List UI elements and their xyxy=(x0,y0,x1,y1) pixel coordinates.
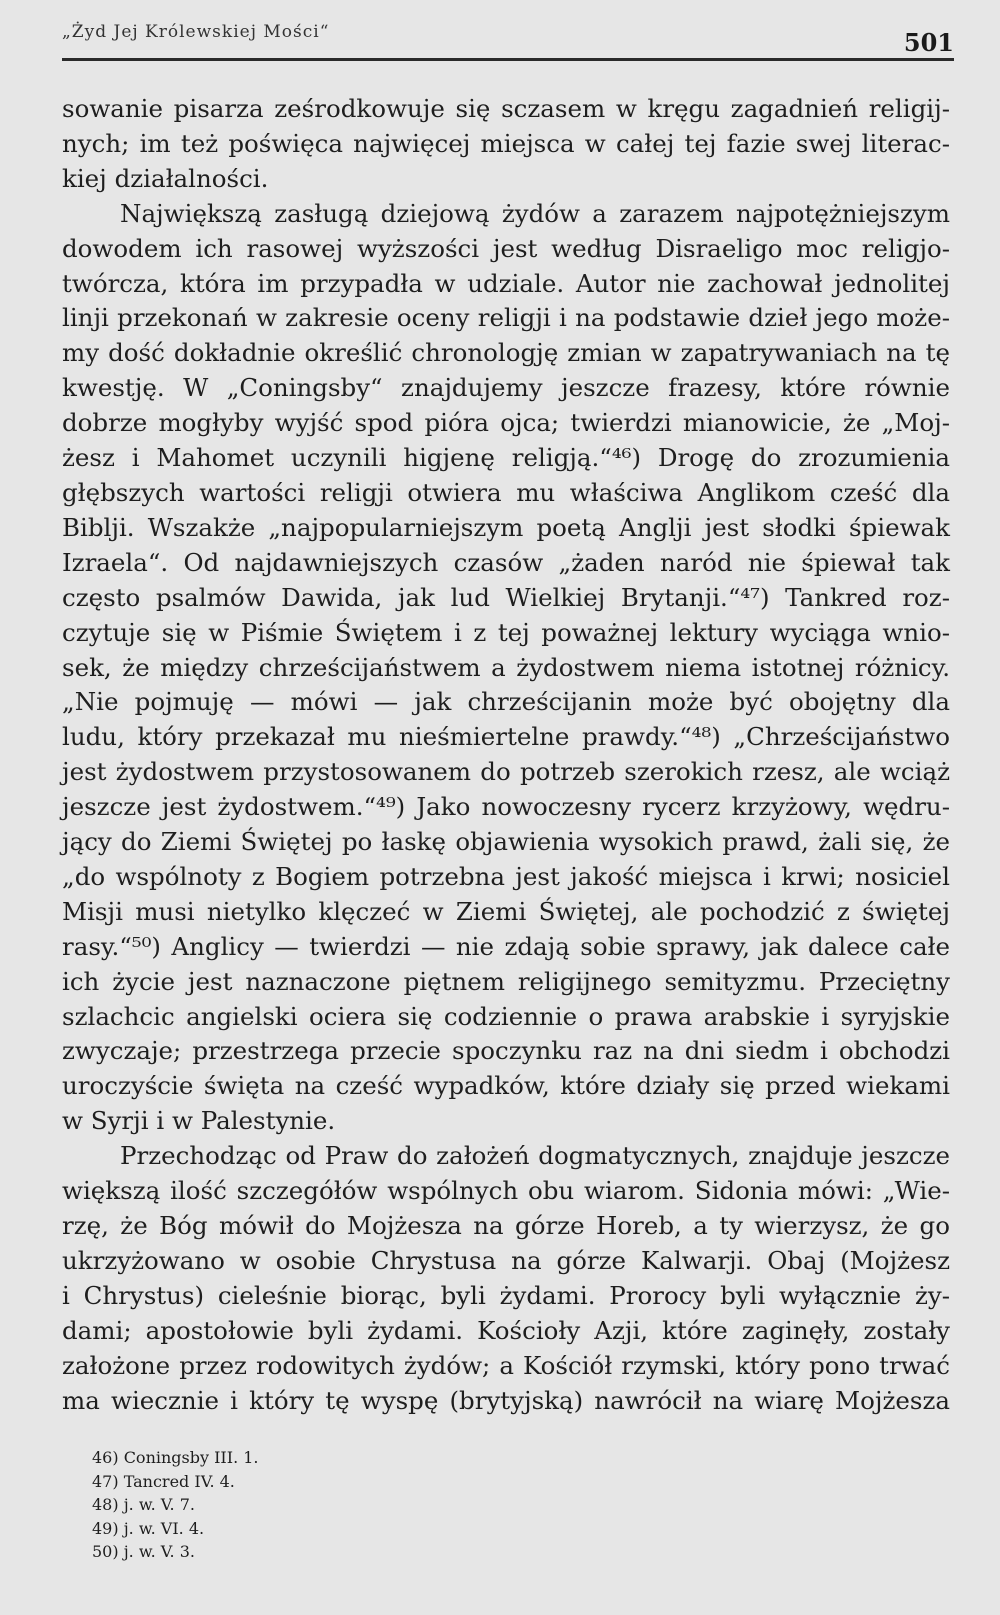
text-line: linji przekonań w zakresie oceny religji i na podstawie dzieł jego może- xyxy=(62,303,950,333)
footnote: 46) Coningsby III. 1. xyxy=(92,1448,259,1467)
text-line: jący do Ziemi Świętej po łaskę objawienia wysokich prawd, żali się, że xyxy=(62,827,950,857)
footnote: 47) Tancred IV. 4. xyxy=(92,1471,235,1491)
text-line: założone przez rodowitych żydów; a Kościół rzymski, który pono trwać xyxy=(62,1350,950,1380)
text-line: my dość dokładnie określić chronologję zmian w zapatrywaniach na tę xyxy=(62,338,950,368)
footnote: 49) j. w. VI. 4. xyxy=(92,1518,205,1538)
header-rule xyxy=(62,58,954,61)
text-line: jest żydostwem przystosowanem do potrzeb szerokich rzesz, ale wciąż xyxy=(62,757,950,787)
text-line: Misji musi nietylko klęczeć w Ziemi Świętej, ale pochodzić z świętej xyxy=(62,896,950,926)
text-line: rasy.“⁵⁰) Anglicy — twierdzi — nie zdają sobie sprawy, jak dalece całe xyxy=(62,931,950,961)
text-line: Izraela“. Od najdawniejszych czasów „żaden naród nie śpiewał tak xyxy=(62,547,950,577)
footnote: 48) j. w. V. 7. xyxy=(92,1495,195,1514)
text-line: jeszcze jest żydostwem.“⁴⁹) Jako nowoczesny rycerz krzyżowy, wędru- xyxy=(62,792,950,822)
text-line: twórcza, która im przypadła w udziale. Autor nie zachował jednolitej xyxy=(62,268,950,298)
footnote: 50) j. w. V. 3. xyxy=(92,1542,195,1561)
text-line: dowodem ich rasowej wyższości jest według Disraeligo moc religjo- xyxy=(62,233,950,263)
running-head-title: „Żyd Jej Królewskiej Mości“ xyxy=(62,22,330,42)
text-line: kiej działalności. xyxy=(62,163,269,193)
text-line: większą ilość szczegółów wspólnych obu wiarom. Sidonia mówi: „Wie- xyxy=(62,1176,950,1206)
text-line: ludu, który przekazał mu nieśmiertelne prawdy.“⁴⁸) „Chrześcijaństwo xyxy=(62,722,950,752)
footnotes xyxy=(92,1446,259,1564)
text-line: żesz i Mahomet uczynili higjenę religją.“⁴⁶) Drogę do zrozumienia xyxy=(62,443,950,473)
text-line: „do wspólnoty z Bogiem potrzebna jest jakość miejsca i krwi; nosiciel xyxy=(62,861,950,891)
text-line: ma wiecznie i który tę wyspę (brytyjską) nawrócił na wiarę Mojżesza xyxy=(62,1385,950,1415)
text-line: dami; apostołowie byli żydami. Kościoły Azji, które zaginęły, zostały xyxy=(62,1315,950,1345)
text-line: uroczyście święta na cześć wypadków, które działy się przed wiekami xyxy=(62,1071,950,1101)
text-line: sek, że między chrześcijaństwem a żydostwem niema istotnej różnicy. xyxy=(62,652,950,682)
text-line: ukrzyżowano w osobie Chrystusa na górze Kalwarji. Obaj (Mojżesz xyxy=(62,1245,950,1275)
body-text xyxy=(62,92,950,1418)
text-line: często psalmów Dawida, jak lud Wielkiej Brytanji.“⁴⁷) Tankred roz- xyxy=(62,582,950,612)
text-line: rzę, że Bóg mówił do Mojżesza na górze Horeb, a ty wierzysz, że go xyxy=(62,1211,950,1240)
text-line: dobrze mogłyby wyjść spod pióra ojca; twierdzi mianowicie, że „Moj- xyxy=(62,408,950,438)
text-line: Przechodząc od Praw do założeń dogmatycznych, znajduje jeszcze xyxy=(120,1141,950,1171)
text-line: „Nie pojmuję — mówi — jak chrześcijanin może być obojętny dla xyxy=(62,687,950,717)
text-line: szlachcic angielski ociera się codziennie o prawa arabskie i syryjskie xyxy=(62,1001,950,1031)
text-line: czytuje się w Piśmie Świętem i z tej poważnej lektury wyciąga wnio- xyxy=(62,617,950,647)
text-line: sowanie pisarza ześrodkowuje się sczasem w kręgu zagadnień religij- xyxy=(62,94,950,123)
text-line: kwestję. W „Coningsby“ znajdujemy jeszcze frazesy, które równie xyxy=(62,373,950,403)
text-line: nych; im też poświęca najwięcej miejsca w całej tej fazie swej literac- xyxy=(62,128,950,158)
text-line: Największą zasługą dziejową żydów a zarazem najpotężniejszym xyxy=(120,198,950,228)
page-number: 501 xyxy=(903,28,954,57)
text-line: ich życie jest naznaczone piętnem religijnego semityzmu. Przeciętny xyxy=(62,966,950,996)
text-line: i Chrystus) cieleśnie biorąc, byli żydami. Prorocy byli wyłącznie ży- xyxy=(62,1280,950,1310)
text-line: w Syrji i w Palestynie. xyxy=(62,1106,336,1136)
text-line: zwyczaje; przestrzega przecie spoczynku raz na dni siedm i obchodzi xyxy=(62,1036,950,1066)
text-line: głębszych wartości religji otwiera mu właściwa Anglikom cześć dla xyxy=(62,477,950,507)
text-line: Biblji. Wszakże „najpopularniejszym poetą Anglji jest słodki śpiewak xyxy=(62,512,950,542)
